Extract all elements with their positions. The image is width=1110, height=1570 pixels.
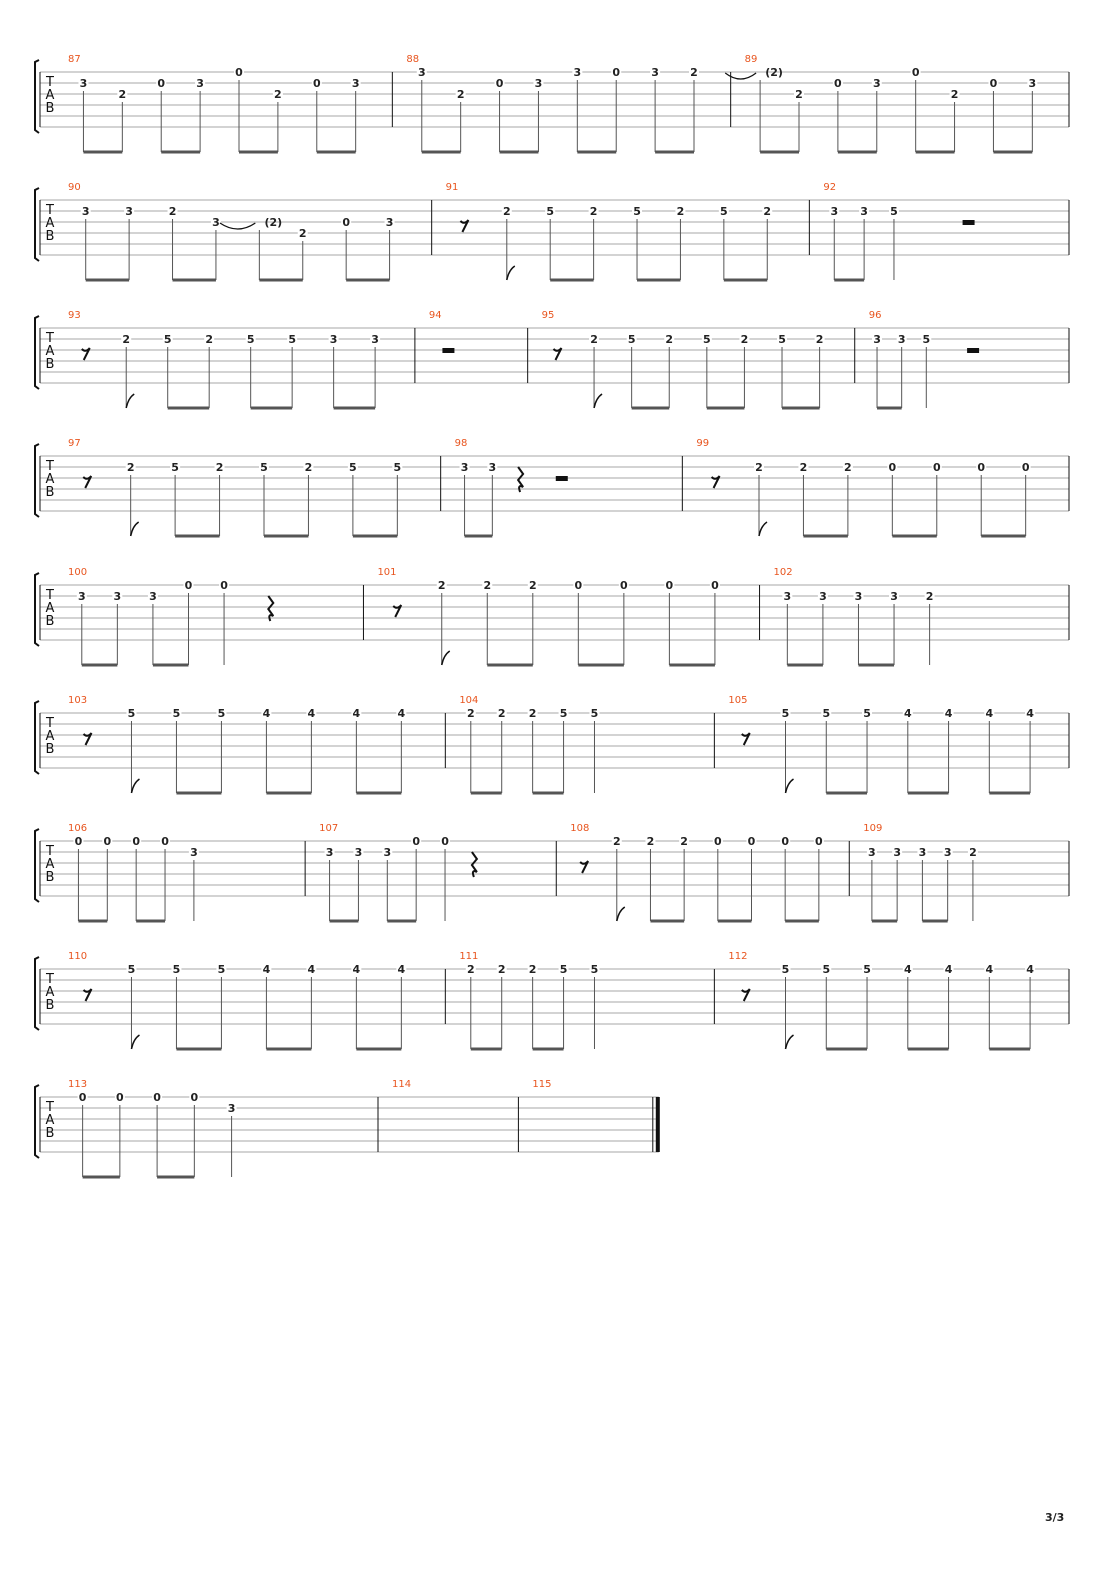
fret-number: 2 bbox=[528, 579, 537, 592]
tab-system bbox=[35, 316, 1069, 408]
fret-number: 3 bbox=[417, 66, 426, 79]
measure-number: 108 bbox=[570, 823, 590, 834]
fret-number: 2 bbox=[844, 461, 852, 474]
fret-number: 3 bbox=[212, 216, 220, 229]
eighth-flag bbox=[126, 394, 134, 408]
fret-number: 3 bbox=[81, 205, 90, 218]
system-bracket bbox=[35, 573, 39, 646]
fret-number: 5 bbox=[260, 461, 268, 474]
fret-number: 5 bbox=[890, 205, 898, 218]
fret-number: 2 bbox=[215, 461, 224, 474]
fret-number: 0 bbox=[574, 579, 583, 592]
fret-number: 5 bbox=[590, 963, 599, 976]
fret-number: 0 bbox=[815, 835, 823, 848]
measure-number: 102 bbox=[773, 567, 793, 578]
measure-number: 114 bbox=[392, 1079, 412, 1090]
fret-number: 5 bbox=[172, 963, 181, 976]
eighth-flag bbox=[442, 651, 450, 665]
fret-number: 4 bbox=[1026, 707, 1034, 720]
fret-number: 0 bbox=[620, 579, 628, 592]
fret-number: 3 bbox=[488, 461, 497, 474]
fret-number: 2 bbox=[925, 590, 934, 603]
fret-number: 3 bbox=[196, 77, 204, 90]
eighth-rest bbox=[580, 861, 588, 873]
fret-number: 4 bbox=[397, 963, 406, 976]
fret-number: 5 bbox=[781, 707, 790, 720]
fret-number: 5 bbox=[127, 707, 136, 720]
tab-clef-letter: B bbox=[45, 357, 55, 372]
fret-number: 2 bbox=[168, 205, 177, 218]
fret-number: 5 bbox=[246, 333, 255, 346]
fret-number: 2 bbox=[799, 461, 808, 474]
eighth-flag bbox=[131, 1035, 139, 1049]
eighth-rest bbox=[83, 733, 91, 745]
eighth-rest bbox=[553, 348, 561, 360]
fret-number: 0 bbox=[781, 835, 789, 848]
measure-number: 99 bbox=[696, 438, 710, 449]
fret-number: 0 bbox=[911, 66, 920, 79]
fret-number: 2 bbox=[528, 963, 537, 976]
fret-number: 5 bbox=[171, 461, 179, 474]
tab-clef-letter: A bbox=[45, 88, 55, 103]
fret-number: 3 bbox=[371, 333, 379, 346]
fret-number: 3 bbox=[351, 77, 360, 90]
fret-number: 2 bbox=[690, 66, 698, 79]
measure bbox=[415, 328, 455, 383]
measure-number: 109 bbox=[863, 823, 883, 834]
eighth-flag bbox=[131, 779, 139, 793]
fret-number: 2 bbox=[755, 461, 763, 474]
eighth-rest bbox=[83, 989, 91, 1001]
measure-number: 106 bbox=[68, 823, 88, 834]
tab-clef-letter: T bbox=[46, 844, 54, 859]
fret-number: 0 bbox=[1021, 461, 1030, 474]
half-rest bbox=[442, 348, 454, 353]
eighth-rest bbox=[393, 605, 401, 617]
fret-number: 3 bbox=[651, 66, 659, 79]
fret-number: 0 bbox=[932, 461, 941, 474]
system-bracket bbox=[35, 444, 39, 517]
fret-number: 3 bbox=[890, 590, 898, 603]
tab-clef-letter: A bbox=[45, 729, 55, 744]
fret-number: 0 bbox=[834, 77, 842, 90]
fret-number: 5 bbox=[546, 205, 555, 218]
measure bbox=[445, 965, 599, 1049]
fret-number: 5 bbox=[633, 205, 641, 218]
measure bbox=[83, 965, 406, 1049]
tab-clef-letter: T bbox=[46, 331, 54, 346]
fret-number: 0 bbox=[153, 1091, 161, 1104]
fret-number: 5 bbox=[720, 205, 728, 218]
eighth-rest bbox=[742, 733, 750, 745]
half-rest bbox=[967, 348, 979, 353]
tab-clef-letter: T bbox=[46, 75, 54, 90]
fret-number: 0 bbox=[220, 579, 228, 592]
fret-number: 0 bbox=[235, 66, 243, 79]
fret-number: 0 bbox=[184, 579, 193, 592]
fret-number: 2 bbox=[680, 835, 688, 848]
measure bbox=[714, 709, 1035, 793]
fret-number: 3 bbox=[897, 333, 906, 346]
tab-system bbox=[35, 1085, 659, 1177]
fret-number: 0 bbox=[711, 579, 719, 592]
fret-number: 5 bbox=[217, 963, 226, 976]
fret-number: 2 bbox=[815, 333, 824, 346]
measure bbox=[556, 837, 824, 921]
fret-number: 5 bbox=[627, 333, 636, 346]
measure-number: 112 bbox=[728, 951, 748, 962]
fret-number: 3 bbox=[77, 590, 86, 603]
measure bbox=[518, 1097, 657, 1152]
measure-number: 90 bbox=[68, 182, 81, 193]
fret-number: 2 bbox=[795, 88, 803, 101]
fret-number: 0 bbox=[989, 77, 998, 90]
eighth-flag bbox=[759, 522, 767, 536]
fret-number: 2 bbox=[497, 707, 506, 720]
fret-number: 0 bbox=[495, 77, 504, 90]
half-rest bbox=[963, 220, 975, 225]
eighth-flag bbox=[594, 394, 602, 408]
fret-number: 4 bbox=[903, 707, 912, 720]
fret-number: 0 bbox=[74, 835, 83, 848]
measure-number: 115 bbox=[532, 1079, 552, 1090]
eighth-flag bbox=[786, 1035, 794, 1049]
fret-number: 4 bbox=[262, 707, 271, 720]
fret-number: 2 bbox=[763, 205, 772, 218]
fret-number: 4 bbox=[903, 963, 912, 976]
fret-number: 0 bbox=[977, 461, 986, 474]
fret-number: 0 bbox=[103, 835, 112, 848]
measure-number: 97 bbox=[68, 438, 81, 449]
tab-clef-letter: B bbox=[45, 614, 55, 629]
fret-number: 3 bbox=[385, 216, 394, 229]
eighth-rest bbox=[83, 476, 91, 488]
fret-number: 3 bbox=[943, 846, 952, 859]
tab-clef-letter: T bbox=[46, 972, 54, 987]
measure-number: 93 bbox=[68, 310, 81, 321]
measure-number: 104 bbox=[459, 695, 479, 706]
eighth-rest bbox=[712, 476, 720, 488]
fret-number: 2 bbox=[466, 963, 475, 976]
fret-number: 4 bbox=[352, 707, 361, 720]
system-bracket bbox=[35, 188, 39, 261]
fret-number: 5 bbox=[778, 333, 786, 346]
fret-number: 5 bbox=[559, 963, 568, 976]
page-number: 3/3 bbox=[1045, 1511, 1065, 1524]
fret-number: 0 bbox=[612, 66, 621, 79]
measure-number: 98 bbox=[454, 438, 468, 449]
fret-number: 3 bbox=[783, 590, 792, 603]
fret-number: 4 bbox=[307, 963, 316, 976]
fret-number: 2 bbox=[528, 707, 537, 720]
measure-number: 96 bbox=[868, 310, 882, 321]
eighth-rest bbox=[460, 220, 468, 232]
fret-number: 3 bbox=[149, 590, 157, 603]
fret-number: 2 bbox=[483, 579, 492, 592]
eighth-flag bbox=[786, 779, 794, 793]
tab-clef-letter: A bbox=[45, 601, 55, 616]
fret-number: 5 bbox=[863, 707, 871, 720]
tab-clef-letter: A bbox=[45, 1113, 55, 1128]
tied-fret-label: (2) bbox=[264, 216, 283, 229]
fret-number: 0 bbox=[665, 579, 674, 592]
fret-number: 0 bbox=[747, 835, 756, 848]
fret-number: 3 bbox=[325, 846, 334, 859]
measure bbox=[392, 68, 699, 152]
system-bracket bbox=[35, 60, 39, 133]
fret-number: 2 bbox=[466, 707, 475, 720]
measure-number: 111 bbox=[459, 951, 479, 962]
tab-clef-letter: A bbox=[45, 857, 55, 872]
fret-number: 5 bbox=[822, 963, 831, 976]
measure-number: 87 bbox=[68, 54, 81, 65]
fret-number: 0 bbox=[132, 835, 140, 848]
system-bracket bbox=[35, 1085, 39, 1158]
fret-number: 5 bbox=[590, 707, 599, 720]
measure bbox=[78, 1093, 237, 1177]
tab-clef-letter: B bbox=[45, 998, 55, 1013]
tab-clef-letter: T bbox=[46, 588, 54, 603]
quarter-rest bbox=[518, 467, 523, 492]
measure-number: 110 bbox=[68, 951, 88, 962]
fret-number: 3 bbox=[125, 205, 133, 218]
fret-number: 3 bbox=[534, 77, 543, 90]
tab-clef-letter: A bbox=[45, 985, 55, 1000]
fret-number: 2 bbox=[274, 88, 282, 101]
tab-clef-letter: B bbox=[45, 229, 55, 244]
fret-number: 2 bbox=[646, 835, 655, 848]
measure bbox=[83, 709, 406, 793]
quarter-rest bbox=[268, 596, 273, 621]
fret-number: 3 bbox=[460, 461, 469, 474]
fret-number: 0 bbox=[342, 216, 350, 229]
fret-number: 3 bbox=[872, 77, 881, 90]
fret-number: 5 bbox=[217, 707, 226, 720]
fret-number: 0 bbox=[116, 1091, 124, 1104]
fret-number: 5 bbox=[822, 707, 831, 720]
fret-number: 2 bbox=[497, 963, 506, 976]
tab-clef-letter: T bbox=[46, 716, 54, 731]
fret-number: 4 bbox=[397, 707, 406, 720]
tab-clef-letter: T bbox=[46, 459, 54, 474]
fret-number: 3 bbox=[868, 846, 876, 859]
eighth-rest bbox=[742, 989, 750, 1001]
measure-number: 100 bbox=[68, 567, 88, 578]
measure bbox=[77, 581, 274, 665]
fret-number: 5 bbox=[163, 333, 172, 346]
tab-system bbox=[35, 188, 1069, 280]
measure-number: 92 bbox=[823, 182, 837, 193]
fret-number: 2 bbox=[118, 88, 127, 101]
fret-number: 2 bbox=[969, 846, 977, 859]
tab-clef-letter: A bbox=[45, 472, 55, 487]
fret-number: 3 bbox=[1028, 77, 1037, 90]
fret-number: 2 bbox=[304, 461, 313, 474]
fret-number: 5 bbox=[349, 461, 357, 474]
fret-number: 2 bbox=[298, 227, 307, 240]
system-bracket bbox=[35, 829, 39, 902]
tab-clef-letter: B bbox=[45, 870, 55, 885]
fret-number: 4 bbox=[985, 963, 994, 976]
measure bbox=[714, 965, 1035, 1049]
tab-clef-letter: T bbox=[46, 203, 54, 218]
fret-number: 5 bbox=[703, 333, 711, 346]
half-rest bbox=[556, 476, 568, 481]
fret-number: 2 bbox=[122, 333, 131, 346]
fret-number: 3 bbox=[860, 205, 868, 218]
tab-system bbox=[35, 829, 1069, 921]
fret-number: 2 bbox=[205, 333, 214, 346]
fret-number: 4 bbox=[985, 707, 994, 720]
measure bbox=[441, 456, 568, 536]
fret-number: 4 bbox=[944, 963, 953, 976]
fret-number: 5 bbox=[288, 333, 296, 346]
eighth-rest bbox=[82, 348, 90, 360]
fret-number: 2 bbox=[950, 88, 959, 101]
fret-number: 0 bbox=[312, 77, 321, 90]
fret-number: 2 bbox=[740, 333, 749, 346]
fret-number: 3 bbox=[113, 590, 122, 603]
fret-number: 0 bbox=[78, 1091, 87, 1104]
system-bracket bbox=[35, 701, 39, 774]
fret-number: 4 bbox=[262, 963, 271, 976]
fret-number: 5 bbox=[922, 333, 931, 346]
tab-clef-letter: A bbox=[45, 216, 55, 231]
fret-number: 0 bbox=[157, 77, 166, 90]
system-bracket bbox=[35, 957, 39, 1030]
measure-number: 105 bbox=[728, 695, 748, 706]
fret-number: 3 bbox=[893, 846, 901, 859]
fret-number: 0 bbox=[441, 835, 449, 848]
eighth-flag bbox=[131, 522, 139, 536]
fret-number: 4 bbox=[1026, 963, 1034, 976]
fret-number: 0 bbox=[161, 835, 169, 848]
measure-number: 91 bbox=[445, 182, 459, 193]
fret-number: 5 bbox=[127, 963, 136, 976]
fret-number: 3 bbox=[329, 333, 338, 346]
measure-number: 94 bbox=[428, 310, 442, 321]
fret-number: 3 bbox=[79, 77, 88, 90]
measure-number: 89 bbox=[744, 54, 758, 65]
fret-number: 2 bbox=[126, 461, 135, 474]
fret-number: 2 bbox=[437, 579, 446, 592]
fret-number: 5 bbox=[172, 707, 181, 720]
measure bbox=[445, 709, 599, 793]
fret-number: 3 bbox=[227, 1102, 236, 1115]
tab-system bbox=[35, 701, 1069, 793]
fret-number: 5 bbox=[393, 461, 402, 474]
tab-clef-letter: T bbox=[46, 1100, 54, 1115]
tie-arc bbox=[725, 73, 756, 79]
tied-fret-label: (2) bbox=[765, 66, 783, 79]
fret-number: 2 bbox=[612, 835, 621, 848]
tab-clef-letter: B bbox=[45, 101, 55, 116]
tab-system bbox=[35, 957, 1069, 1049]
fret-number: 0 bbox=[190, 1091, 199, 1104]
tab-clef-letter: B bbox=[45, 485, 55, 500]
measure-number: 103 bbox=[68, 695, 88, 706]
measure-number: 101 bbox=[377, 567, 397, 578]
measure-number: 88 bbox=[406, 54, 420, 65]
fret-number: 5 bbox=[559, 707, 568, 720]
fret-number: 3 bbox=[873, 333, 881, 346]
fret-number: 0 bbox=[412, 835, 420, 848]
measure-number: 107 bbox=[319, 823, 339, 834]
fret-number: 3 bbox=[354, 846, 363, 859]
fret-number: 5 bbox=[863, 963, 871, 976]
fret-number: 3 bbox=[854, 590, 863, 603]
fret-number: 4 bbox=[352, 963, 361, 976]
system-bracket bbox=[35, 316, 39, 389]
fret-number: 3 bbox=[918, 846, 927, 859]
fret-number: 4 bbox=[944, 707, 953, 720]
measure-number: 95 bbox=[541, 310, 555, 321]
tab-system bbox=[35, 444, 1069, 536]
fret-number: 3 bbox=[383, 846, 392, 859]
fret-number: 0 bbox=[713, 835, 722, 848]
tie-arc bbox=[220, 223, 255, 229]
fret-number: 3 bbox=[819, 590, 827, 603]
fret-number: 4 bbox=[307, 707, 316, 720]
eighth-flag bbox=[507, 266, 515, 280]
tab-clef-letter: A bbox=[45, 344, 55, 359]
fret-number: 2 bbox=[676, 205, 685, 218]
fret-number: 2 bbox=[456, 88, 465, 101]
fret-number: 3 bbox=[573, 66, 582, 79]
tab-clef-letter: B bbox=[45, 1126, 55, 1141]
measure bbox=[73, 837, 198, 921]
fret-number: 2 bbox=[502, 205, 511, 218]
quarter-rest bbox=[472, 852, 477, 877]
measure-number: 113 bbox=[68, 1079, 88, 1090]
fret-number: 3 bbox=[190, 846, 198, 859]
eighth-flag bbox=[617, 907, 625, 921]
fret-number: 2 bbox=[665, 333, 674, 346]
tab-clef-letter: B bbox=[45, 742, 55, 757]
fret-number: 2 bbox=[589, 205, 598, 218]
measure bbox=[363, 581, 719, 665]
fret-number: 2 bbox=[590, 333, 598, 346]
fret-number: 3 bbox=[830, 205, 839, 218]
fret-number: 0 bbox=[888, 461, 897, 474]
fret-number: 5 bbox=[781, 963, 790, 976]
